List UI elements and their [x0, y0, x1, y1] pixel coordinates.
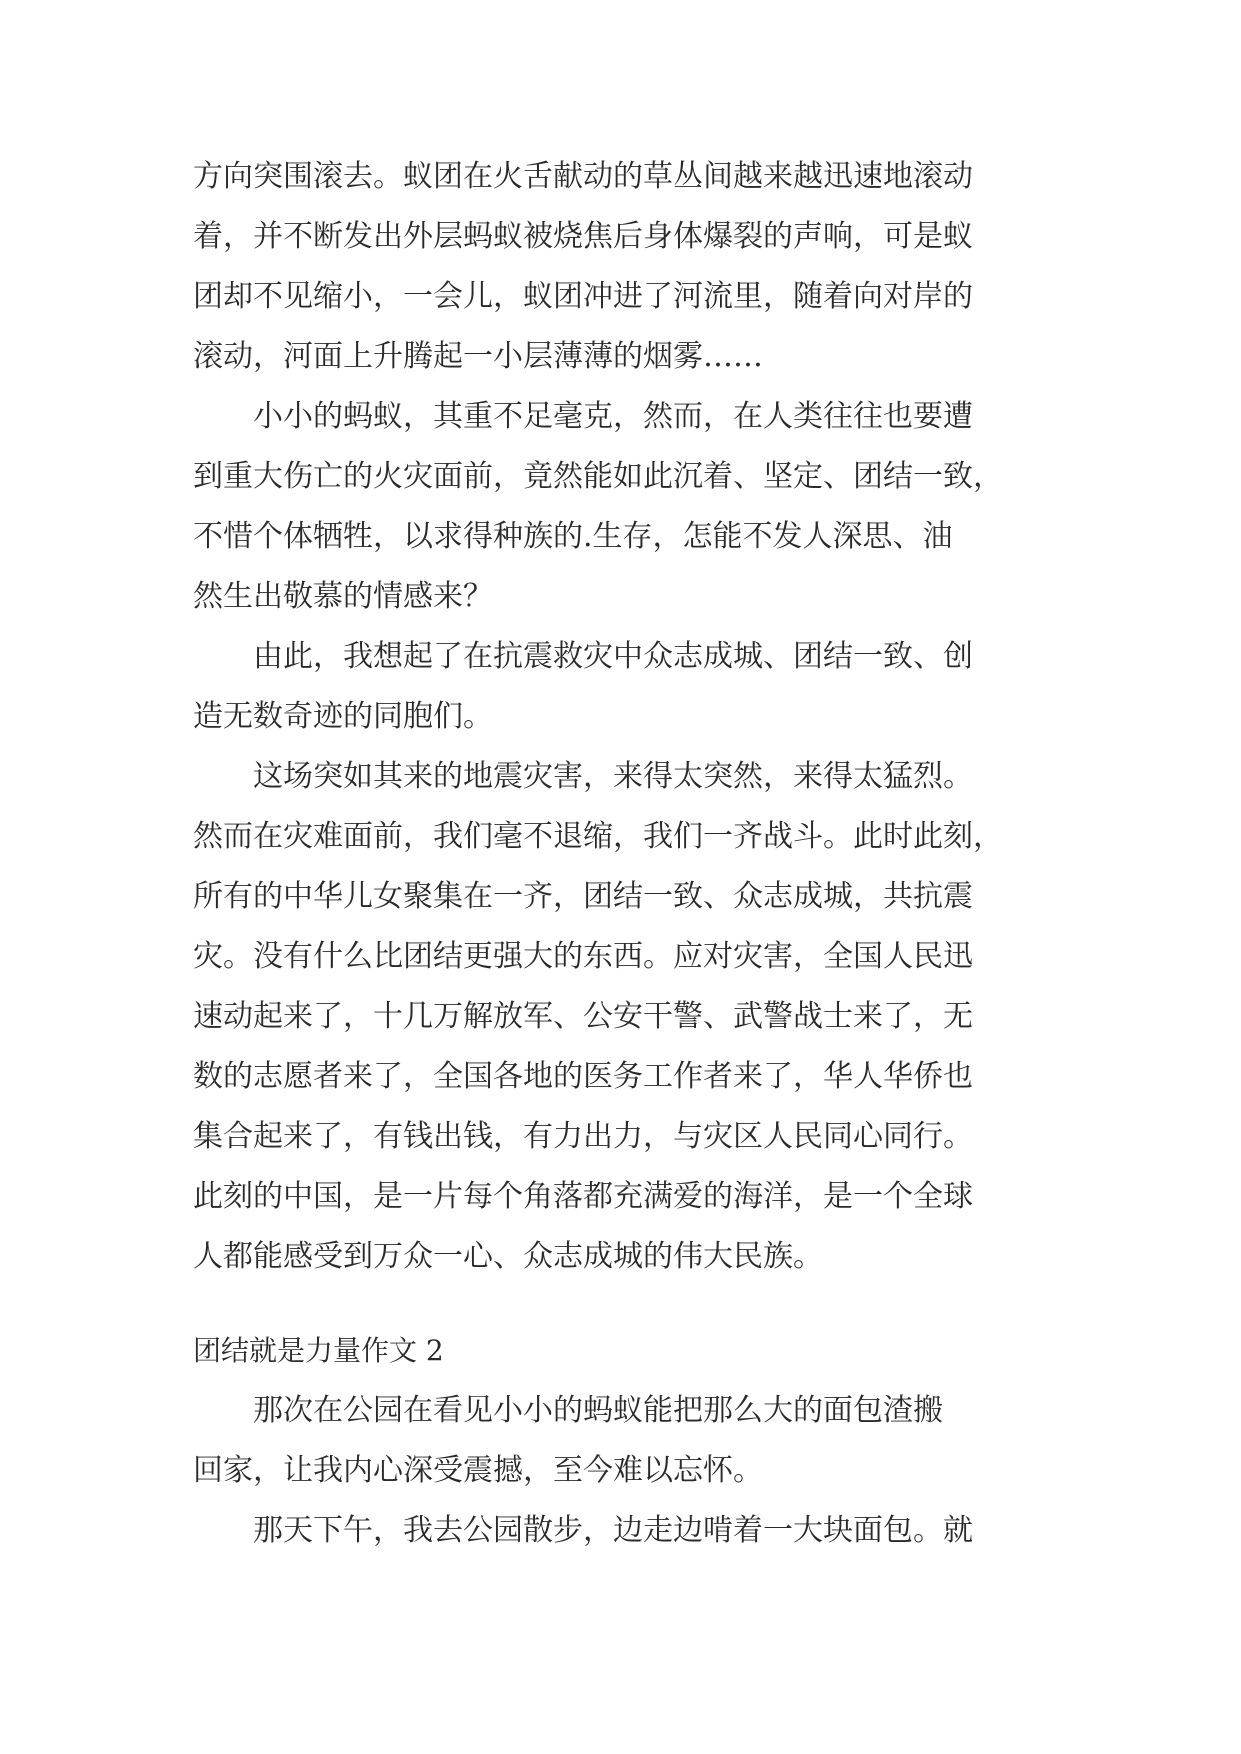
- text-line: 不惜个体牺牲，以求得种族的.生存，怎能不发人深思、油: [193, 519, 953, 554]
- text-line: 回家，让我内心深受震撼，至今难以忘怀。: [193, 1453, 763, 1488]
- text-line: 所有的中华儿女聚集在一齐，团结一致、众志成城，共抗震: [193, 879, 973, 914]
- text-line: 由此，我想起了在抗震救灾中众志成城、团结一致、创: [253, 639, 973, 674]
- text-line: 数的志愿者来了，全国各地的医务工作者来了，华人华侨也: [193, 1059, 973, 1094]
- text-line: 那次在公园在看见小小的蚂蚁能把那么大的面包渣搬: [253, 1393, 943, 1428]
- text-line: 速动起来了，十几万解放军、公安干警、武警战士来了，无: [193, 999, 973, 1034]
- text-line: 着，并不断发出外层蚂蚁被烧焦后身体爆裂的声响，可是蚁: [193, 219, 973, 254]
- text-line: 团却不见缩小，一会儿，蚁团冲进了河流里，随着向对岸的: [193, 279, 973, 314]
- text-line: 此刻的中国，是一片每个角落都充满爱的海洋，是一个全球: [193, 1179, 973, 1214]
- text-line: 人都能感受到万众一心、众志成城的伟大民族。: [193, 1239, 823, 1274]
- text-line: 然生出敬慕的情感来？: [193, 579, 493, 614]
- text-line: 灾。没有什么比团结更强大的东西。应对灾害，全国人民迅: [193, 939, 973, 974]
- text-line: 这场突如其来的地震灾害，来得太突然，来得太猛烈。: [253, 759, 973, 794]
- text-line: 方向突围滚去。蚁团在火舌献动的草丛间越来越迅速地滚动: [193, 159, 973, 194]
- text-line: 到重大伤亡的火灾面前，竟然能如此沉着、坚定、团结一致，: [193, 459, 1003, 494]
- text-line: 滚动，河面上升腾起一小层薄薄的烟雾……: [193, 339, 763, 374]
- text-line: 集合起来了，有钱出钱，有力出力，与灾区人民同心同行。: [193, 1119, 973, 1154]
- section-heading: 团结就是力量作文 2: [193, 1334, 444, 1367]
- text-line: 然而在灾难面前，我们毫不退缩，我们一齐战斗。此时此刻，: [193, 819, 1003, 854]
- text-line: 那天下午，我去公园散步，边走边啃着一大块面包。就: [253, 1513, 973, 1548]
- text-line: 小小的蚂蚁，其重不足毫克，然而，在人类往往也要遭: [253, 399, 973, 434]
- text-line: 造无数奇迹的同胞们。: [193, 699, 493, 734]
